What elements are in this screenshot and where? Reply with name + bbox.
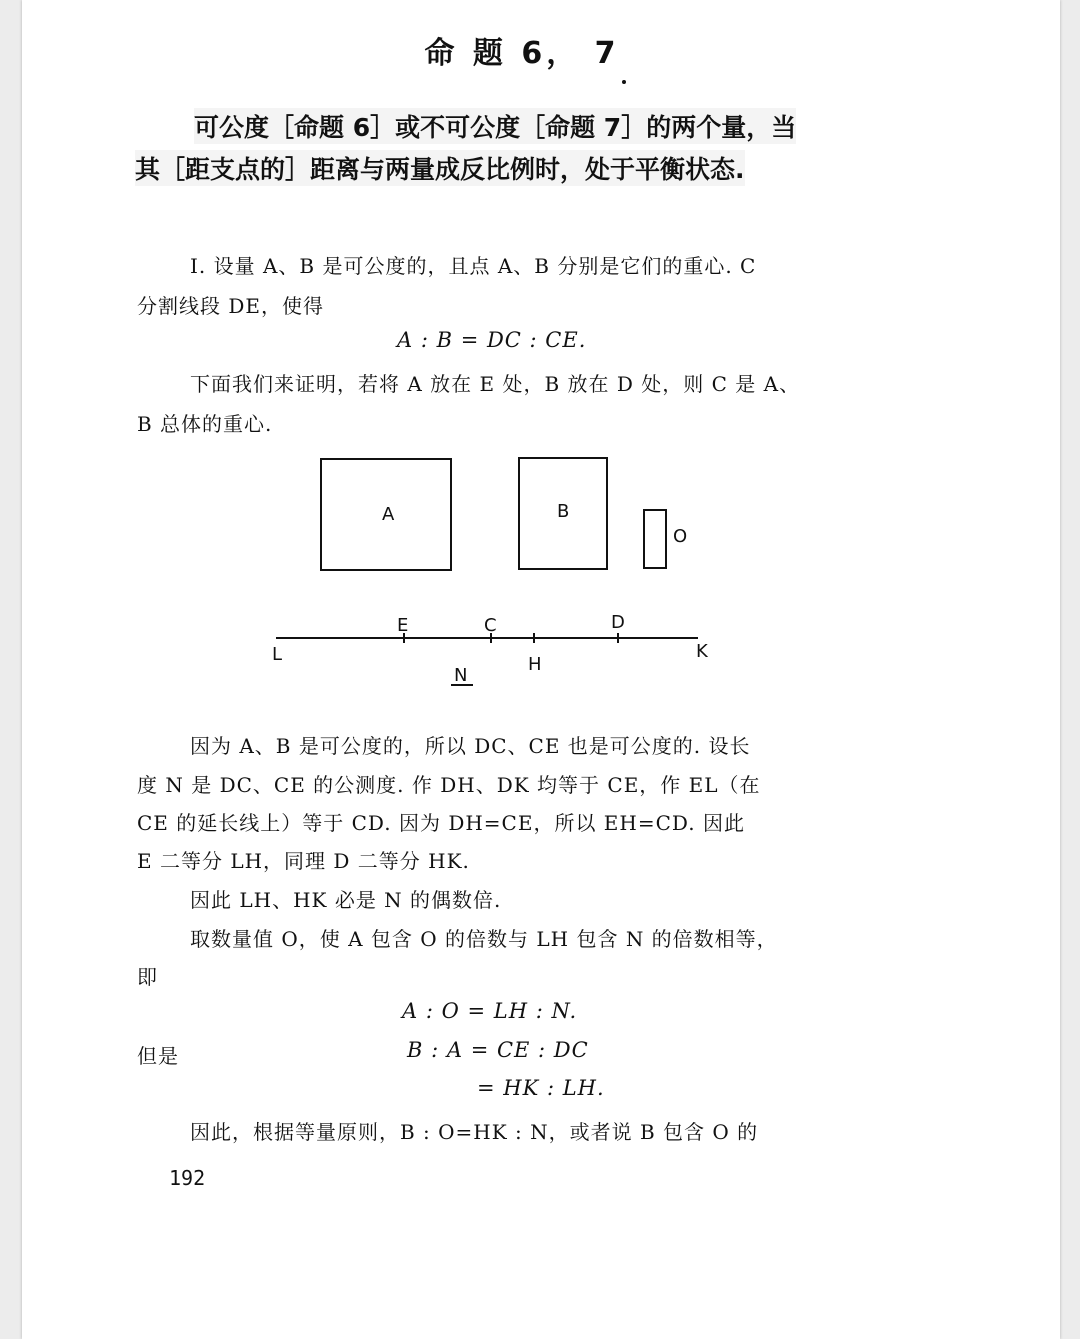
paragraph-6: 因此，根据等量原则，B : O=HK : N，或者说 B 包含 O 的: [190, 1120, 759, 1144]
box-o-label: O: [673, 526, 688, 547]
equation-4: = HK : LH.: [477, 1076, 605, 1100]
paragraph-4: 因此 LH、HK 必是 N 的偶数倍.: [190, 888, 502, 912]
proposition-line-2: 其［距支点的］距离与两量成反比例时，处于平衡状态.: [135, 150, 745, 186]
paragraph-5-line-2: 即: [137, 965, 158, 989]
proposition-line-1: 可公度［命题 6］或不可公度［命题 7］的两个量，当: [194, 108, 796, 144]
equation-1: A : B = DC : CE.: [397, 328, 587, 352]
paragraph-3-line-2: 度 N 是 DC、CE 的公测度. 作 DH、DK 均等于 CE，作 EL（在: [137, 773, 761, 797]
point-k-label: K: [696, 641, 708, 662]
box-a-label: A: [382, 504, 395, 525]
paragraph-3-line-1: 因为 A、B 是可公度的，所以 DC、CE 也是可公度的. 设长: [190, 734, 751, 758]
box-b-label: B: [557, 501, 570, 522]
paragraph-5-line-1: 取数量值 O，使 A 包含 O 的倍数与 LH 包含 N 的倍数相等，: [190, 927, 778, 951]
paragraph-3-line-4: E 二等分 LH，同理 D 二等分 HK.: [137, 849, 470, 873]
but-label: 但是: [137, 1044, 179, 1068]
point-e-label: E: [397, 615, 409, 636]
point-l-label: L: [272, 644, 283, 665]
equation-3: B : A = CE : DC: [407, 1038, 589, 1062]
length-n-label: N: [454, 665, 468, 686]
paragraph-1-line-1: I. 设量 A、B 是可公度的，且点 A、B 分别是它们的重心. C: [190, 254, 757, 278]
paragraph-2-line-2: B 总体的重心.: [137, 412, 273, 436]
page-number: 192: [169, 1166, 206, 1190]
point-h-label: H: [528, 654, 542, 675]
paragraph-3-line-3: CE 的延长线上）等于 CD. 因为 DH=CE，所以 EH=CD. 因此: [137, 811, 745, 835]
point-c-label: C: [484, 615, 497, 636]
document-page: [22, 0, 1060, 1339]
point-d-label: D: [611, 612, 625, 633]
paragraph-1-line-2: 分割线段 DE，使得: [137, 294, 324, 318]
stray-dot: [622, 80, 626, 84]
lever-figure: [22, 440, 1022, 700]
box-o: [644, 510, 666, 568]
equation-2: A : O = LH : N.: [402, 999, 578, 1023]
page-title: 命 题 6， 7: [424, 36, 620, 71]
paragraph-2-line-1: 下面我们来证明，若将 A 放在 E 处，B 放在 D 处，则 C 是 A、: [190, 372, 801, 396]
